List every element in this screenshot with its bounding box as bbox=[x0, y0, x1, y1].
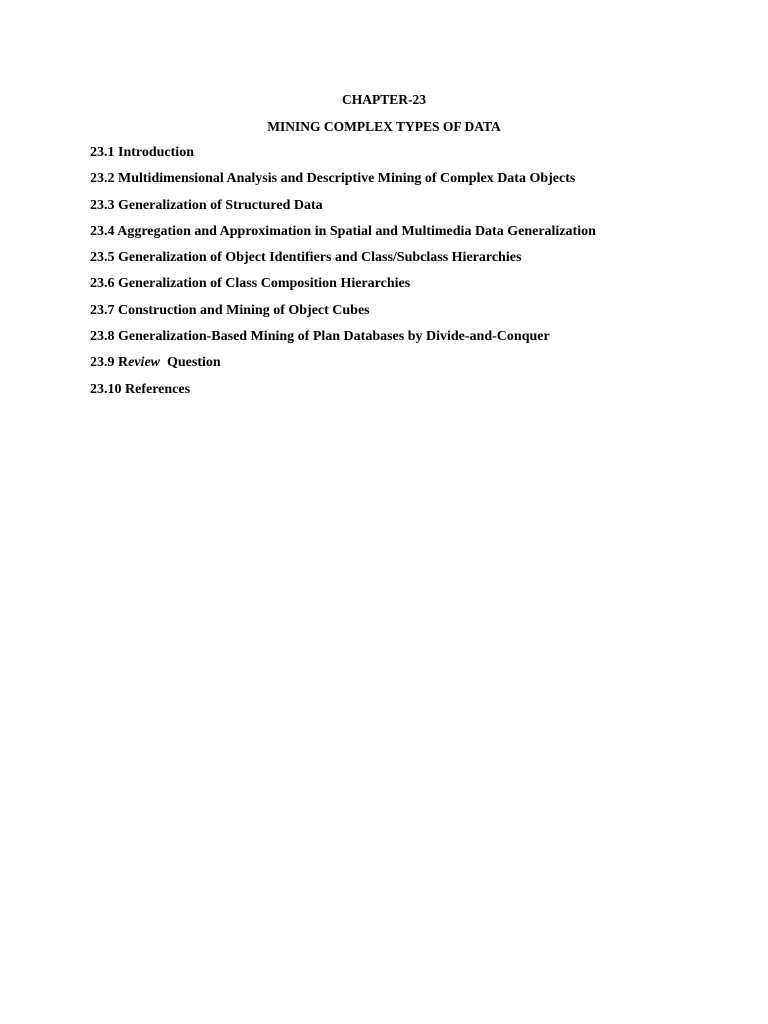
toc-item-23-7 bbox=[90, 302, 596, 328]
toc-text: Generalization of Object Identifiers and Class/Subclass Hierarchies bbox=[118, 250, 522, 266]
toc-text: Construction and Mining of Object Cubes bbox=[118, 302, 370, 318]
toc-item-23-4 bbox=[90, 223, 596, 249]
toc-text: Introduction bbox=[118, 145, 194, 160]
toc-number: 23.2 bbox=[90, 171, 115, 187]
toc-text: Generalization-Based Mining of Plan Databases by Divide-and-Conquer bbox=[118, 329, 550, 345]
toc-text: Generalization of Structured Data bbox=[118, 197, 323, 213]
toc-number: 23.3 bbox=[90, 197, 115, 213]
toc-item-23-2 bbox=[90, 170, 596, 196]
toc-item-23-6 bbox=[90, 275, 596, 301]
toc-text-end: Question bbox=[160, 355, 221, 371]
toc-item-23-9 bbox=[90, 354, 596, 380]
toc-number: 23.10 bbox=[90, 381, 122, 397]
toc-item-23-1 bbox=[90, 144, 596, 170]
toc-text: References bbox=[125, 381, 191, 397]
toc-text: Aggregation and Approximation in Spatial and Multimedia Data Generalization bbox=[117, 223, 596, 239]
toc-item-23-5 bbox=[90, 249, 596, 275]
toc-text-start: R bbox=[118, 355, 129, 371]
toc-item-23-8 bbox=[90, 328, 596, 354]
table-of-contents bbox=[90, 144, 596, 407]
toc-text: Multidimensional Analysis and Descriptive Mining of Complex Data Objects bbox=[118, 171, 576, 187]
toc-number: 23.1 bbox=[90, 145, 115, 160]
toc-number: 23.8 bbox=[90, 329, 115, 345]
chapter-title: MINING COMPLEX TYPES OF DATA bbox=[267, 119, 501, 134]
toc-number: 23.6 bbox=[90, 276, 115, 292]
toc-number: 23.5 bbox=[90, 250, 115, 266]
toc-number: 23.4 bbox=[90, 223, 115, 239]
toc-item-23-10 bbox=[90, 381, 596, 407]
toc-item-23-3 bbox=[90, 197, 596, 223]
toc-text: Generalization of Class Composition Hierarchies bbox=[118, 276, 411, 292]
toc-number: 23.9 bbox=[90, 355, 115, 371]
toc-text-italic: eview bbox=[128, 355, 160, 371]
chapter-label: CHAPTER-23 bbox=[342, 92, 426, 107]
toc-number: 23.7 bbox=[90, 302, 115, 318]
